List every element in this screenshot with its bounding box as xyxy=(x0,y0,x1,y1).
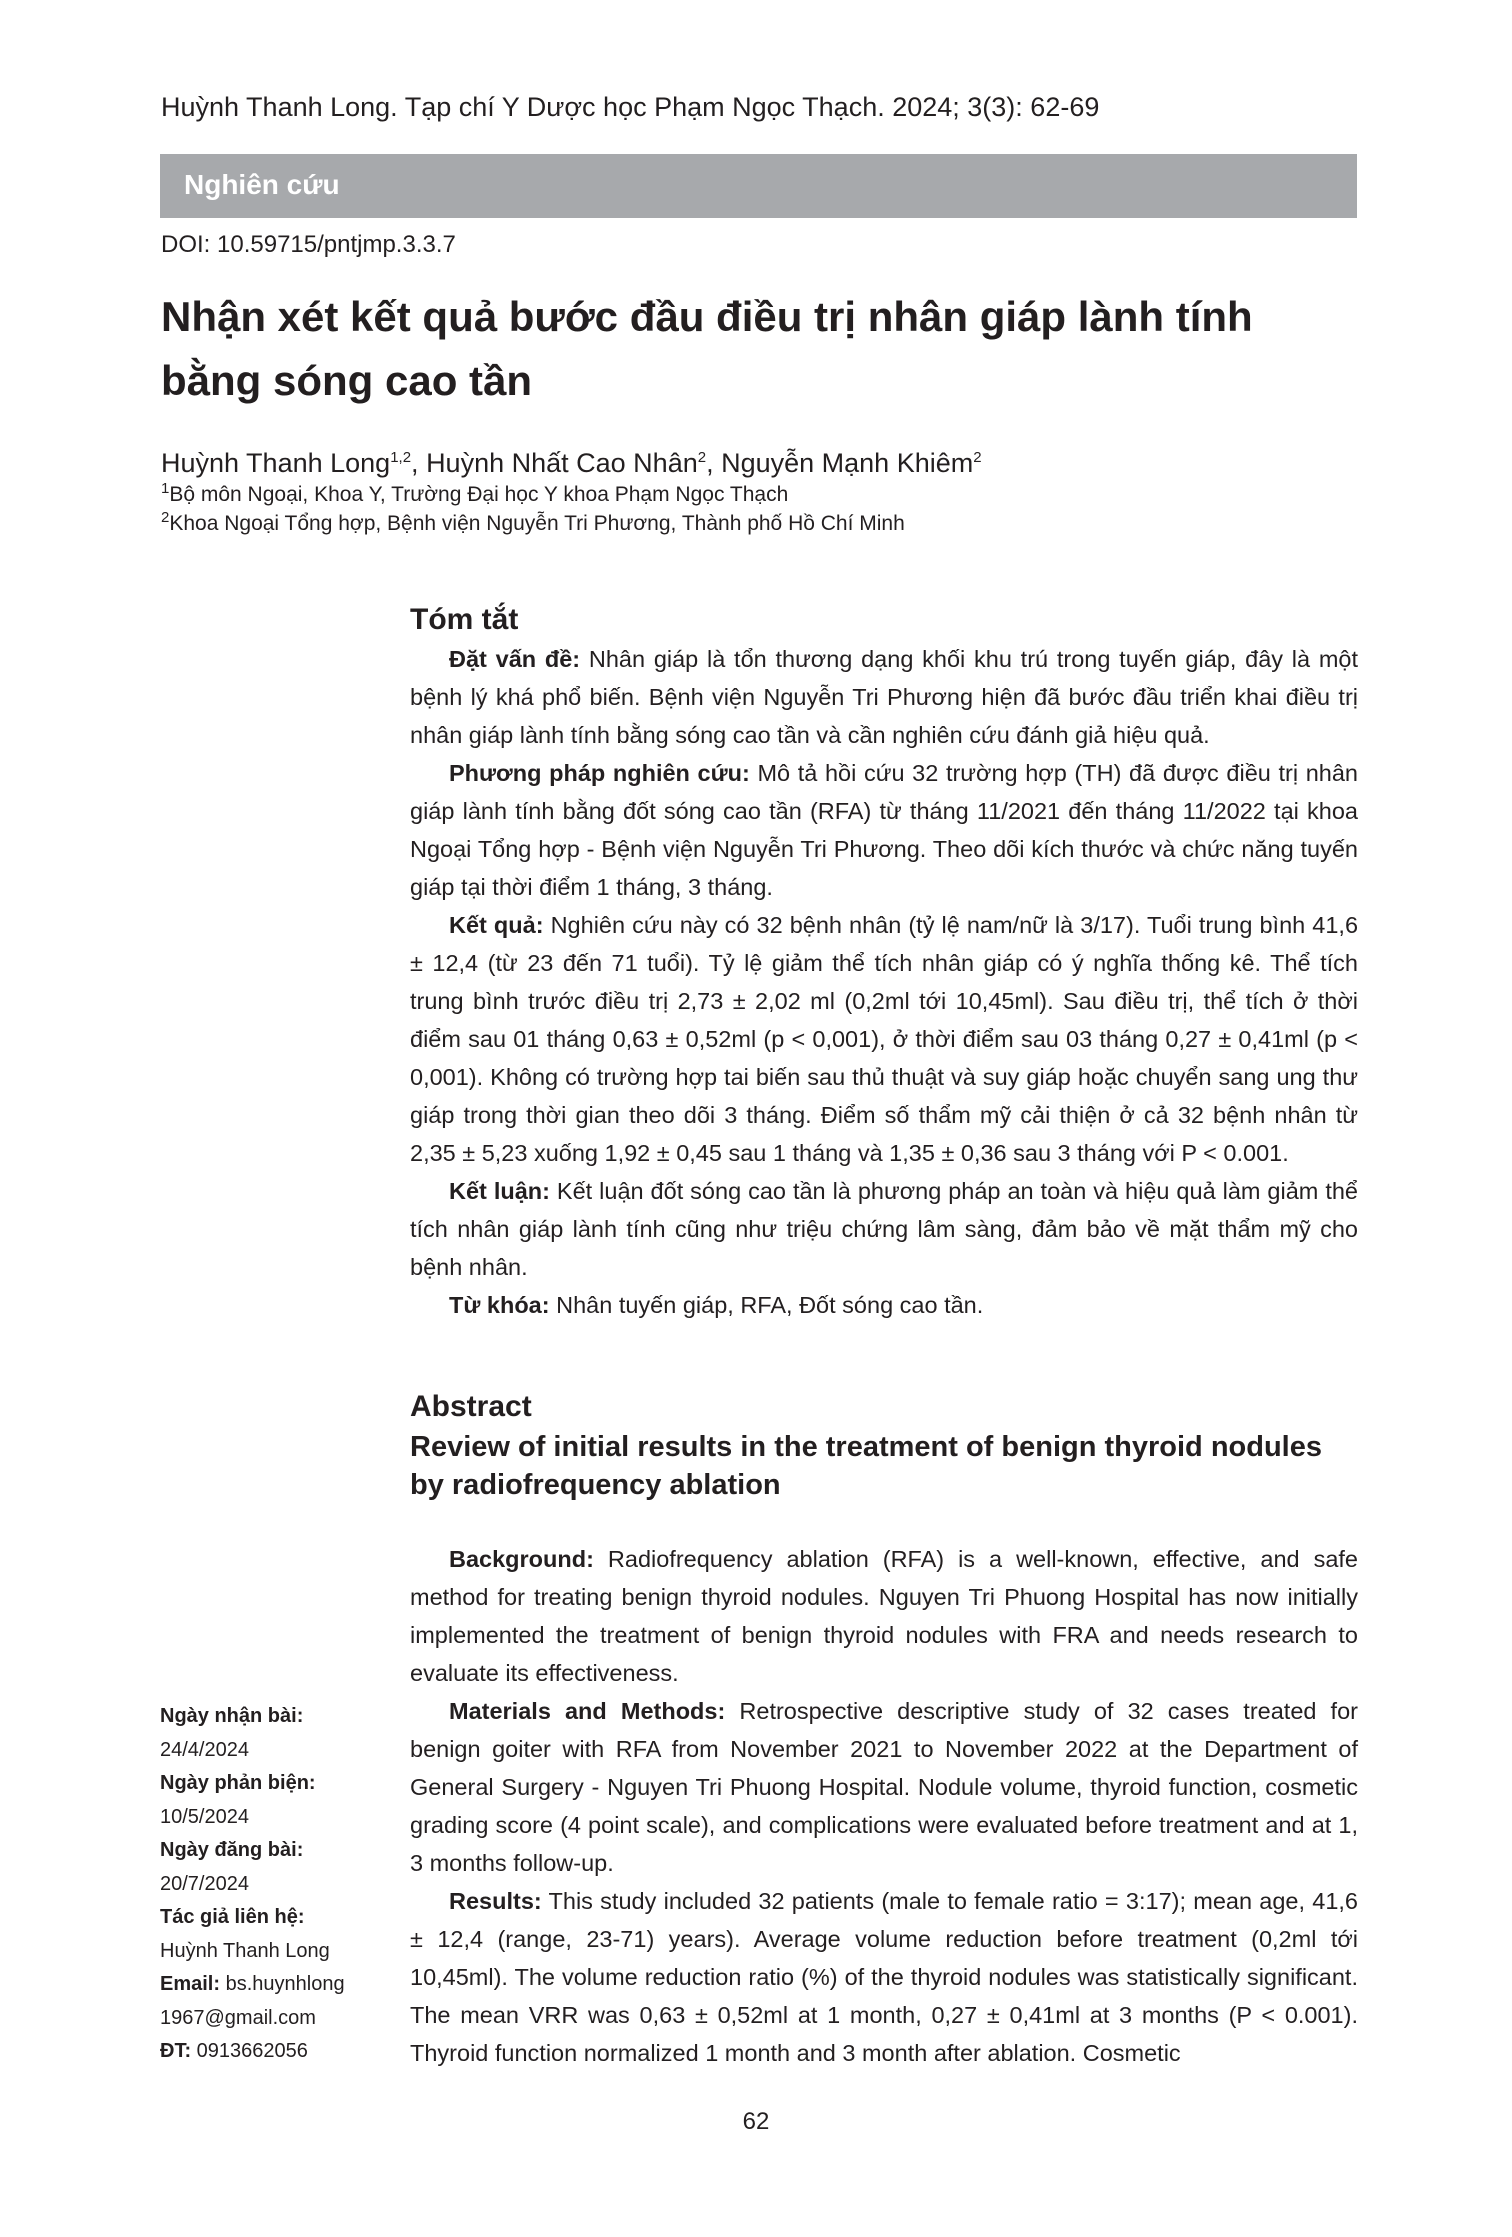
email-label: Email: xyxy=(160,1973,221,1995)
author-name: Nguyễn Mạnh Khiêm xyxy=(721,448,974,478)
affiliation-mark: 2 xyxy=(161,509,170,526)
section-label: Nghiên cứu xyxy=(184,169,340,200)
contact-label: Tác giả liên hệ: xyxy=(160,1906,305,1928)
author-list xyxy=(161,448,982,479)
review-label: Ngày phản biện: xyxy=(160,1772,316,1794)
page-number: 62 xyxy=(742,2108,770,2135)
contact-name: Huỳnh Thanh Long xyxy=(160,1939,330,1962)
abstract-paragraph xyxy=(410,906,1358,1172)
paragraph-label: Kết quả: xyxy=(449,912,544,938)
article-info-sidebar xyxy=(160,1700,400,2069)
paragraph-text: Nhân giáp là tổn thương dạng khối khu trú trong tuyến giáp, đây là một bệnh lý khá phổ biến. Bệnh viện Nguyễn Tri Phương hiện đã bước đầu triển khai điều trị nhân giáp lành tính bằng sóng cao tần và cần nghiên cứu đánh giả hiệu quả. xyxy=(410,646,1358,748)
email-value: bs.huynhlong xyxy=(220,1973,345,1995)
abstract-paragraph xyxy=(410,1172,1358,1286)
paragraph-text: Nghiên cứu này có 32 bệnh nhân (tỷ lệ nam/nữ là 3/17). Tuổi trung bình 41,6 ± 12,4 (từ 23 đến 71 tuổi). Tỷ lệ giảm thể tích nhân giáp có ý nghĩa thống kê. Thể tích trung bình trước điều trị 2,73 ± 2,02 ml (0,2ml tới 10,45ml). Sau điều trị, thể tích ở thời điểm sau 01 tháng 0,63 ± 0,52ml (p < 0,001), ở thời điểm sau 03 tháng 0,27 ± 0,41ml (p < 0,001). Không có trường hợp tai biến sau thủ thuật và suy giáp hoặc chuyển sang ung thư giáp trong thời gian theo dõi 3 tháng. Điểm số thẩm mỹ cải thiện ở cả 32 bệnh nhân từ 2,35 ± 5,23 xuống 1,92 ± 0,45 sau 1 tháng và 1,35 ± 0,36 sau 3 tháng với P < 0.001. xyxy=(410,912,1359,1166)
author-separator: , xyxy=(411,448,427,478)
received-label: Ngày nhận bài: xyxy=(160,1705,304,1727)
phone-line xyxy=(160,2035,400,2069)
paragraph-text: Kết luận đốt sóng cao tần là phương pháp an toàn và hiệu quả làm giảm thể tích nhân giáp lành tính cũng như triệu chứng lâm sàng, đảm bảo về mặt thẩm mỹ cho bệnh nhân. xyxy=(410,1178,1358,1280)
paragraph-text: This study included 32 patients (male to female ratio = 3:17); mean age, 41,6 ± 12,4 (range, 23-71) years). Average volume reduction before treatment (0,2ml tới 10,45ml). The volume reduction ratio (%) of the thyroid nodules was statistically significant. The mean VRR was 0,63 ± 0,52ml at 1 month, 0,27 ± 0,41ml at 3 months (P < 0.001). Thyroid function normalized 1 month and 3 month after ablation. Cosmetic xyxy=(410,1888,1358,2066)
received-date: 24/4/2024 xyxy=(160,1738,249,1761)
doi: DOI: 10.59715/pntjmp.3.3.7 xyxy=(161,231,456,258)
phone-value: 0913662056 xyxy=(191,2040,308,2062)
vietnamese-abstract-heading: Tóm tắt xyxy=(410,603,519,636)
article-title: Nhận xét kết quả bước đầu điều trị nhân giáp lành tính bằng sóng cao tần xyxy=(161,293,1253,404)
paragraph-text: Mô tả hồi cứu 32 trường hợp (TH) đã được điều trị nhân giáp lành tính bằng đốt sóng cao tần (RFA) từ tháng 11/2021 đến tháng 11/2022 tại khoa Ngoại Tổng hợp - Bệnh viện Nguyễn Tri Phương. Theo dõi kích thước và chức năng tuyến giáp tại thời điểm 1 tháng, 3 tháng. xyxy=(410,760,1358,900)
english-abstract-body xyxy=(410,1540,1358,2072)
affiliation xyxy=(161,480,789,507)
english-abstract-heading: Abstract xyxy=(410,1390,532,1423)
abstract-paragraph xyxy=(410,1882,1358,2072)
paragraph-label: Phương pháp nghiên cứu: xyxy=(449,760,750,786)
paragraph-text: Retrospective descriptive study of 32 cases treated for benign goiter with RFA from November 2021 to November 2022 at the Department of General Surgery - Nguyen Tri Phuong Hospital. Nodule volume, thyroid function, cosmetic grading score (4 point scale), and complications were evaluated before treatment and at 1, 3 months follow-up. xyxy=(410,1698,1358,1876)
phone-label: ĐT: xyxy=(160,2040,192,2062)
paragraph-text: Radiofrequency ablation (RFA) is a well-known, effective, and safe method for treating benign thyroid nodules. Nguyen Tri Phuong Hospital has now initially implemented the treatment of benign thyroid nodules with FRA and needs research to evaluate its effectiveness. xyxy=(410,1546,1358,1686)
author-affiliation-mark: 1,2 xyxy=(390,449,412,466)
author-separator: , xyxy=(706,448,722,478)
section-banner xyxy=(160,154,1357,218)
paragraph-text: Nhân tuyến giáp, RFA, Đốt sóng cao tần. xyxy=(549,1292,984,1318)
paragraph-label: Từ khóa: xyxy=(449,1292,550,1318)
affiliation-mark: 1 xyxy=(161,480,170,497)
review-date: 10/5/2024 xyxy=(160,1805,249,1828)
paragraph-label: Materials and Methods: xyxy=(449,1698,726,1724)
email-line xyxy=(160,1968,400,2002)
running-header: Huỳnh Thanh Long. Tạp chí Y Dược học Phạm Ngọc Thạch. 2024; 3(3): 62-69 xyxy=(161,92,1100,122)
author-affiliation-mark: 2 xyxy=(697,449,707,466)
author-affiliation-mark: 2 xyxy=(973,449,982,466)
affiliation-text: Khoa Ngoại Tổng hợp, Bệnh viện Nguyễn Tri Phương, Thành phố Hồ Chí Minh xyxy=(169,512,905,535)
author-name: Huỳnh Nhất Cao Nhân xyxy=(426,448,698,478)
abstract-paragraph xyxy=(410,640,1358,754)
affiliation-text: Bộ môn Ngoại, Khoa Y, Trường Đại học Y khoa Phạm Ngọc Thạch xyxy=(169,483,789,506)
keywords-paragraph xyxy=(410,1286,1358,1324)
email-value-continued: 1967@gmail.com xyxy=(160,2006,316,2029)
paragraph-label: Đặt vấn đề: xyxy=(449,646,581,672)
published-label: Ngày đăng bài: xyxy=(160,1839,304,1861)
english-title: Review of initial results in the treatment of benign thyroid nodules by radiofrequency ablation xyxy=(410,1431,1322,1501)
affiliation xyxy=(161,509,905,536)
paragraph-label: Background: xyxy=(449,1546,594,1572)
paragraph-label: Kết luận: xyxy=(449,1178,550,1204)
paragraph-label: Results: xyxy=(449,1888,542,1914)
abstract-paragraph xyxy=(410,1540,1358,1692)
author-name: Huỳnh Thanh Long xyxy=(161,448,391,478)
abstract-paragraph xyxy=(410,754,1358,906)
published-date: 20/7/2024 xyxy=(160,1872,249,1895)
abstract-paragraph xyxy=(410,1692,1358,1882)
vietnamese-abstract-body xyxy=(410,640,1358,1324)
